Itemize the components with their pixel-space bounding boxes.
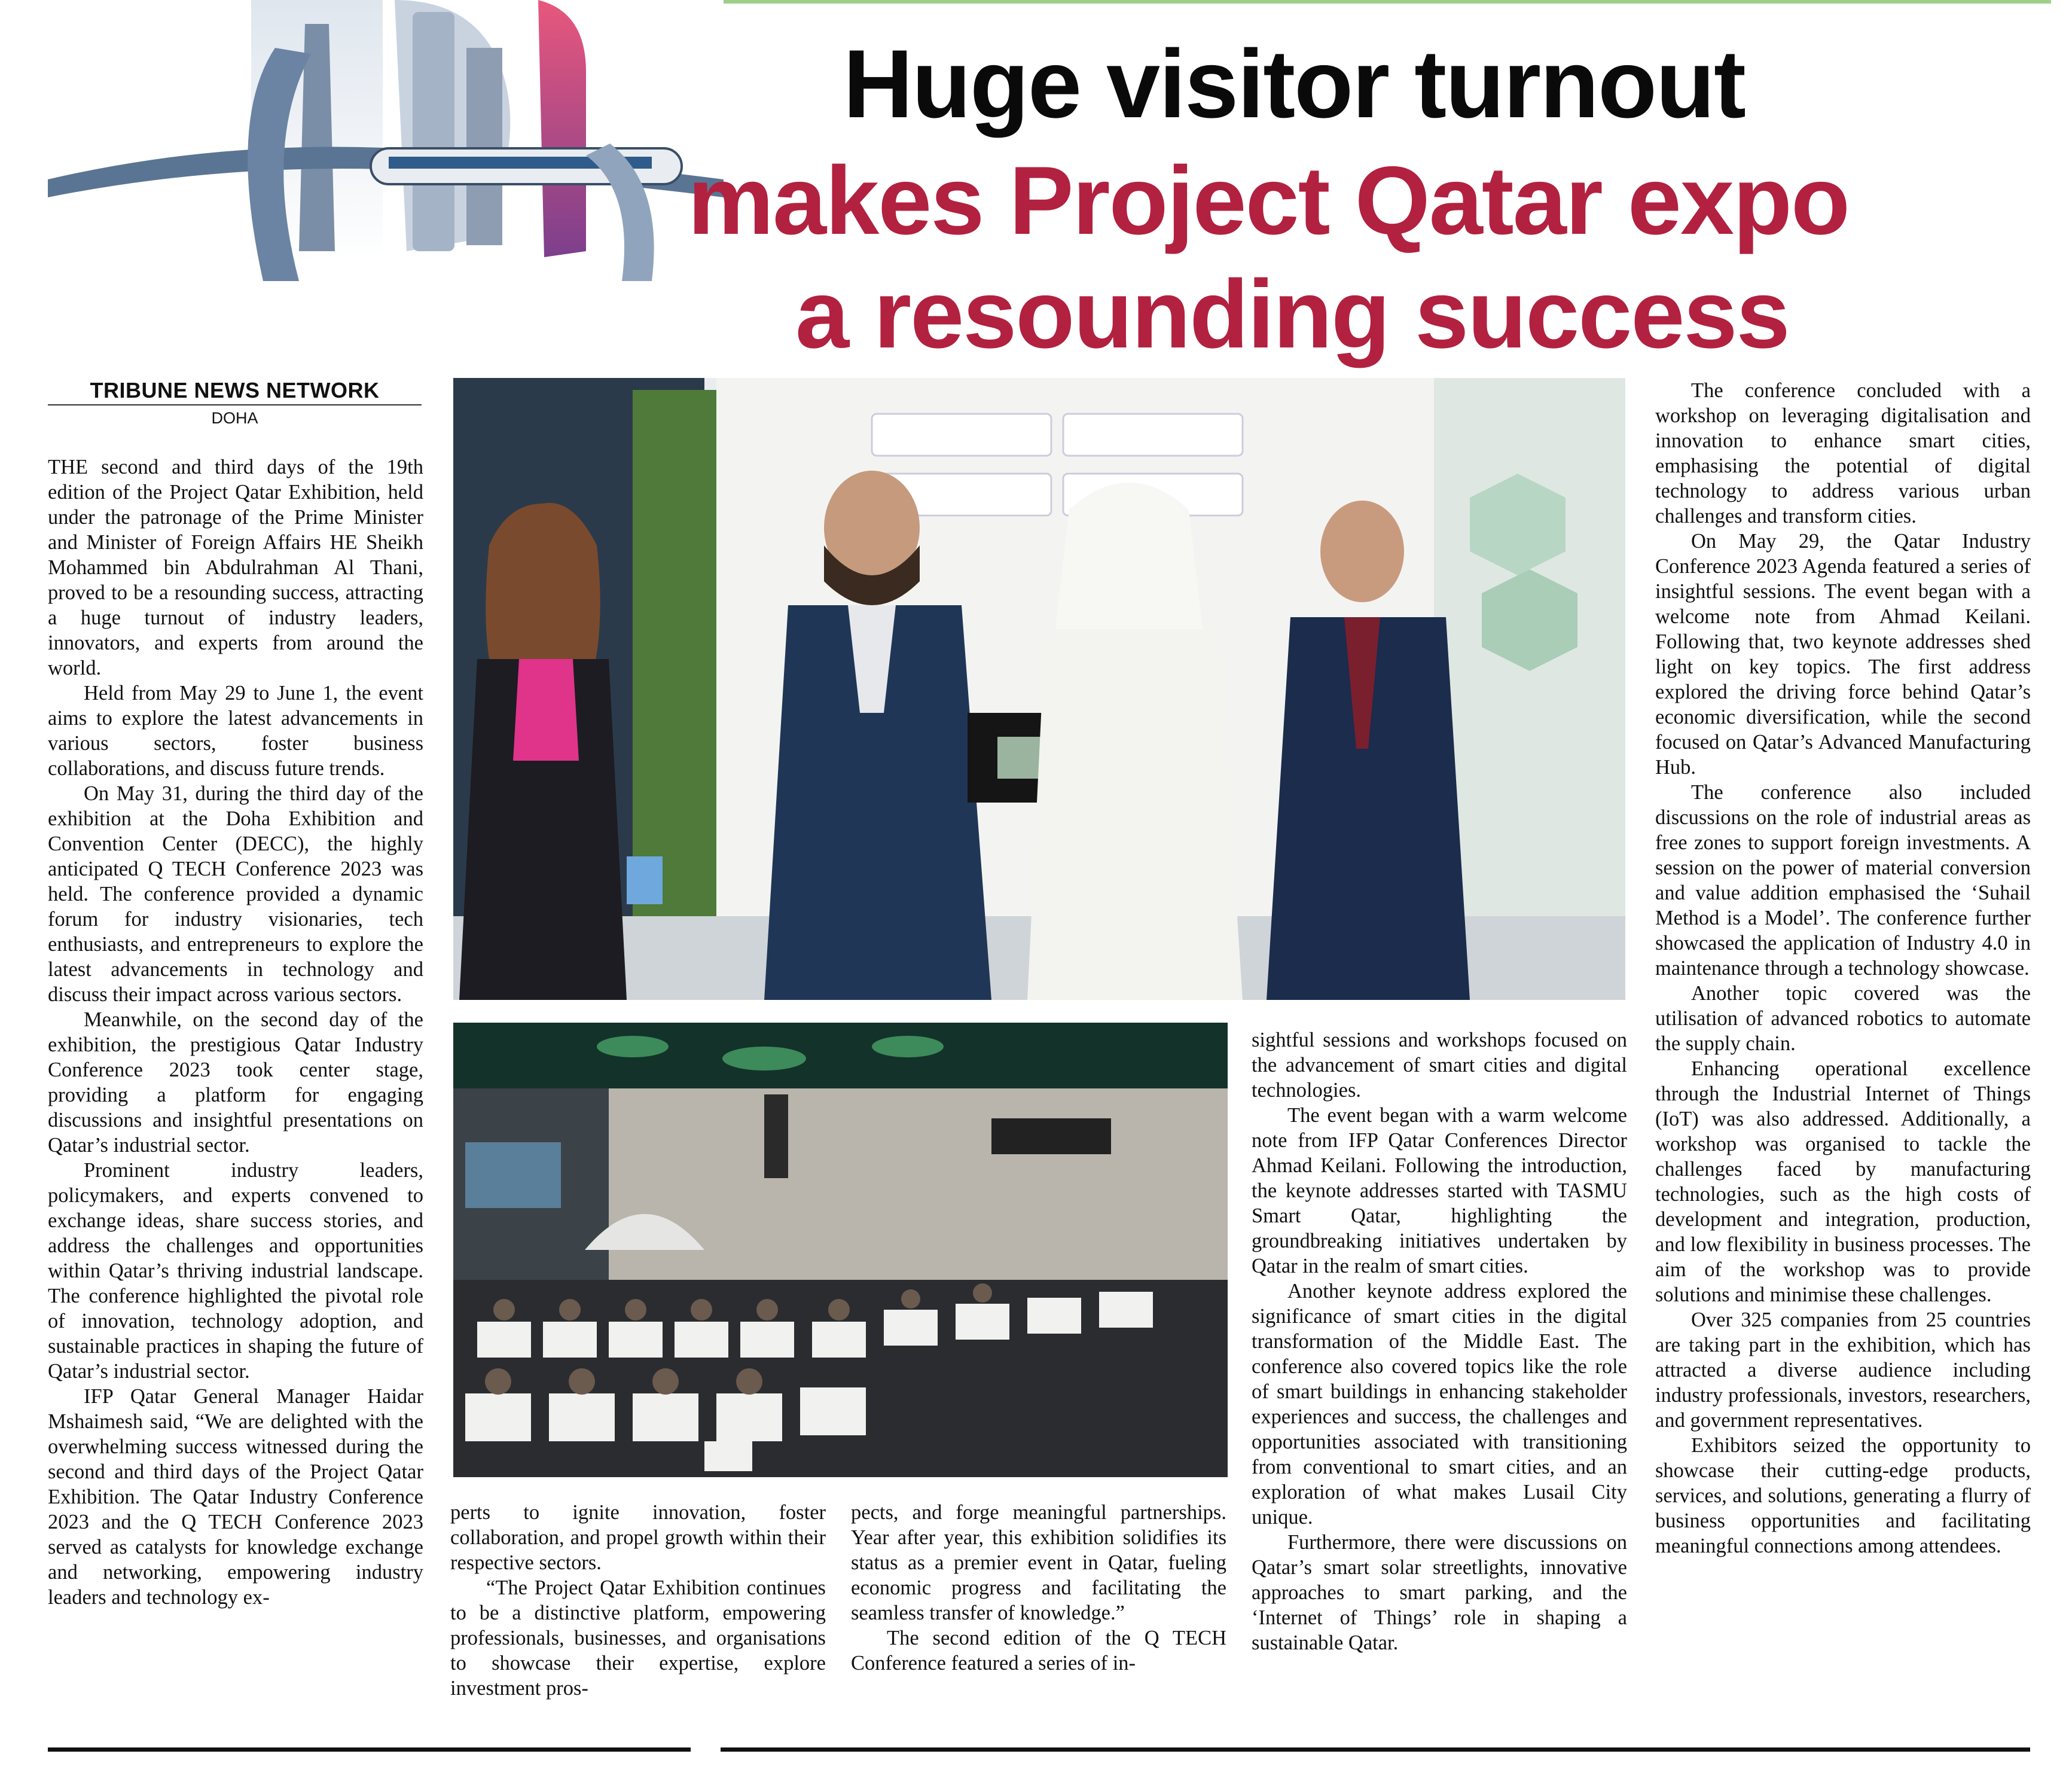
paragraph: Prominent industry leaders, policymakers, and experts convened to exchange ideas, share success stories, and address the challenges and opportunities within Qatar’s thriving industrial landscape. The conference highlighted the pivotal role of innovation, technology adoption, and sustainable practices in shaping the future of Qatar’s industrial sector.: [48, 1159, 423, 1383]
paragraph: IFP Qatar General Manager Haidar Mshaimesh said, “We are delighted with the overwhelming success witnessed during the second and third days of the Project Qatar Exhibition. The Qatar Industry Conference 2023 and the Q TECH Conference 2023 served as catalysts for knowledge exchange and networking, empowering industry leaders and technology ex-: [48, 1385, 423, 1609]
paragraph: On May 29, the Qatar Industry Conference 2023 Agenda featured a series of insightful sessions. The event began with a welcome note from Ahmad Keilani. Following that, two keynote addresses shed light on key topics. The first address explored the driving force behind Qatar’s economic diversification, while the second focused on Qatar’s Advanced Manufacturing Hub.: [1655, 530, 2031, 779]
paragraph: sightful sessions and workshops focused on the advancement of smart cities and digital technologies.: [1252, 1029, 1627, 1102]
bottom-rule-left: [48, 1747, 691, 1752]
top-color-rule: [610, 0, 2051, 4]
paragraph: The conference concluded with a workshop on leveraging digitalisation and innovation to enhance smart cities, emphasising the potential of digital technology to address various urban challenges and transform cities.: [1655, 379, 2031, 527]
paragraph: Another keynote address explored the significance of smart cities in the digital transformation of the Middle East. The conference also covered topics like the role of smart buildings in enhancing stakeholder experiences and success, the challenges and opportunities associated with transitioning from conventional to smart cities, and an exploration of what makes Lusail City unique.: [1252, 1280, 1627, 1529]
article-column-1: [48, 455, 423, 1707]
photo-award-presentation: [453, 378, 1625, 1000]
paragraph: Held from May 29 to June 1, the event aims to explore the latest advancements in various sectors, foster business collaborations, and discuss future trends.: [48, 682, 423, 780]
paragraph: “The Project Qatar Exhibition continues to be a distinctive platform, empowering professionals, businesses, and organisations to showcase their expertise, explore investment pros-: [450, 1576, 826, 1700]
paragraph: THE second and third days of the 19th edition of the Project Qatar Exhibition, held under the patronage of the Prime Minister and Minister of Foreign Affairs HE Sheikh Mohammed bin Abdulrahman Al Thani, proved to be a resounding success, attracting a huge turnout of industry leaders, innovators, and experts from around the world.: [48, 456, 423, 679]
headline-line-3: a resounding success: [795, 260, 1789, 368]
byline-agency: TRIBUNE NEWS NETWORK: [90, 378, 380, 402]
paragraph: The event began with a warm welcome note from IFP Qatar Conferences Director Ahmad Keilani. Following the introduction, the keynote addresses started with TASMU Smart Qatar, highlighting the groundbreaking initiatives undertaken by Qatar in the realm of smart cities.: [1252, 1104, 1627, 1277]
headline-line-2: makes Project Qatar expo: [688, 147, 1849, 255]
article-column-3: [851, 1500, 1226, 1709]
headline-line-1: Huge visitor turnout: [843, 30, 1745, 138]
paragraph: Meanwhile, on the second day of the exhibition, the prestigious Qatar Industry Conference 2023 took center stage, providing a platform for engaging discussions and insightful presentations on Qatar’s industrial sector.: [48, 1008, 423, 1157]
paragraph: The second edition of the Q TECH Conference featured a series of in-: [851, 1627, 1226, 1675]
paragraph: perts to ignite innovation, foster collaboration, and propel growth within their respective sectors.: [450, 1501, 826, 1574]
paragraph: Furthermore, there were discussions on Qatar’s smart solar streetlights, innovative approaches to smart parking, and the ‘Internet of Things’ role in shaping a sustainable Qatar.: [1252, 1531, 1627, 1654]
article-column-2: [450, 1500, 826, 1709]
bottom-rule-right: [721, 1747, 2030, 1752]
dateline: DOHA: [211, 409, 258, 427]
paragraph: Over 325 companies from 25 countries are taking part in the exhibition, which has attracted a diverse audience including industry professionals, investors, researchers, and government representatives.: [1655, 1309, 2031, 1432]
paragraph: Another topic covered was the utilisation of advanced robotics to automate the supply chain.: [1655, 982, 2031, 1055]
paragraph: Exhibitors seized the opportunity to showcase their cutting-edge products, services, and solutions, generating a flurry of business opportunities and facilitating meaningful connections among attendees.: [1655, 1434, 2031, 1557]
paragraph: On May 31, during the third day of the exhibition at the Doha Exhibition and Convention Center (DECC), the highly anticipated Q TECH Conference 2023 was held. The conference provided a dynamic forum for industry visionaries, tech enthusiasts, and entrepreneurs to explore the latest advancements in technology and discuss their impact across various sectors.: [48, 782, 423, 1006]
paragraph: Enhancing operational excellence through the Industrial Internet of Things (IoT) was also addressed. Additionally, a workshop was organised to tackle the challenges faced by manufacturing technologies, such as the high costs of development and integration, production, and low flexibility in business processes. The aim of the workshop was to provide solutions and minimise these challenges.: [1655, 1057, 2031, 1306]
article-column-5: [1655, 378, 2031, 1712]
paragraph: The conference also included discussions on the role of industrial areas as free zones to support foreign investments. A session on the power of material conversion and value addition emphasised the ‘Suhail Method is a Model’. The conference further showcased the application of Industry 4.0 in maintenance through a technology showcase.: [1655, 781, 2031, 980]
paragraph: pects, and forge meaningful partnerships. Year after year, this exhibition solidifies its status as a premier event in Qatar, fueling economic progress and facilitating the seamless transfer of knowledge.”: [851, 1501, 1226, 1624]
photo-conference-audience: [453, 1023, 1228, 1477]
skyline-illustration: [48, 0, 724, 281]
article-column-4: [1252, 1027, 1627, 1709]
byline-rule: [48, 404, 422, 405]
